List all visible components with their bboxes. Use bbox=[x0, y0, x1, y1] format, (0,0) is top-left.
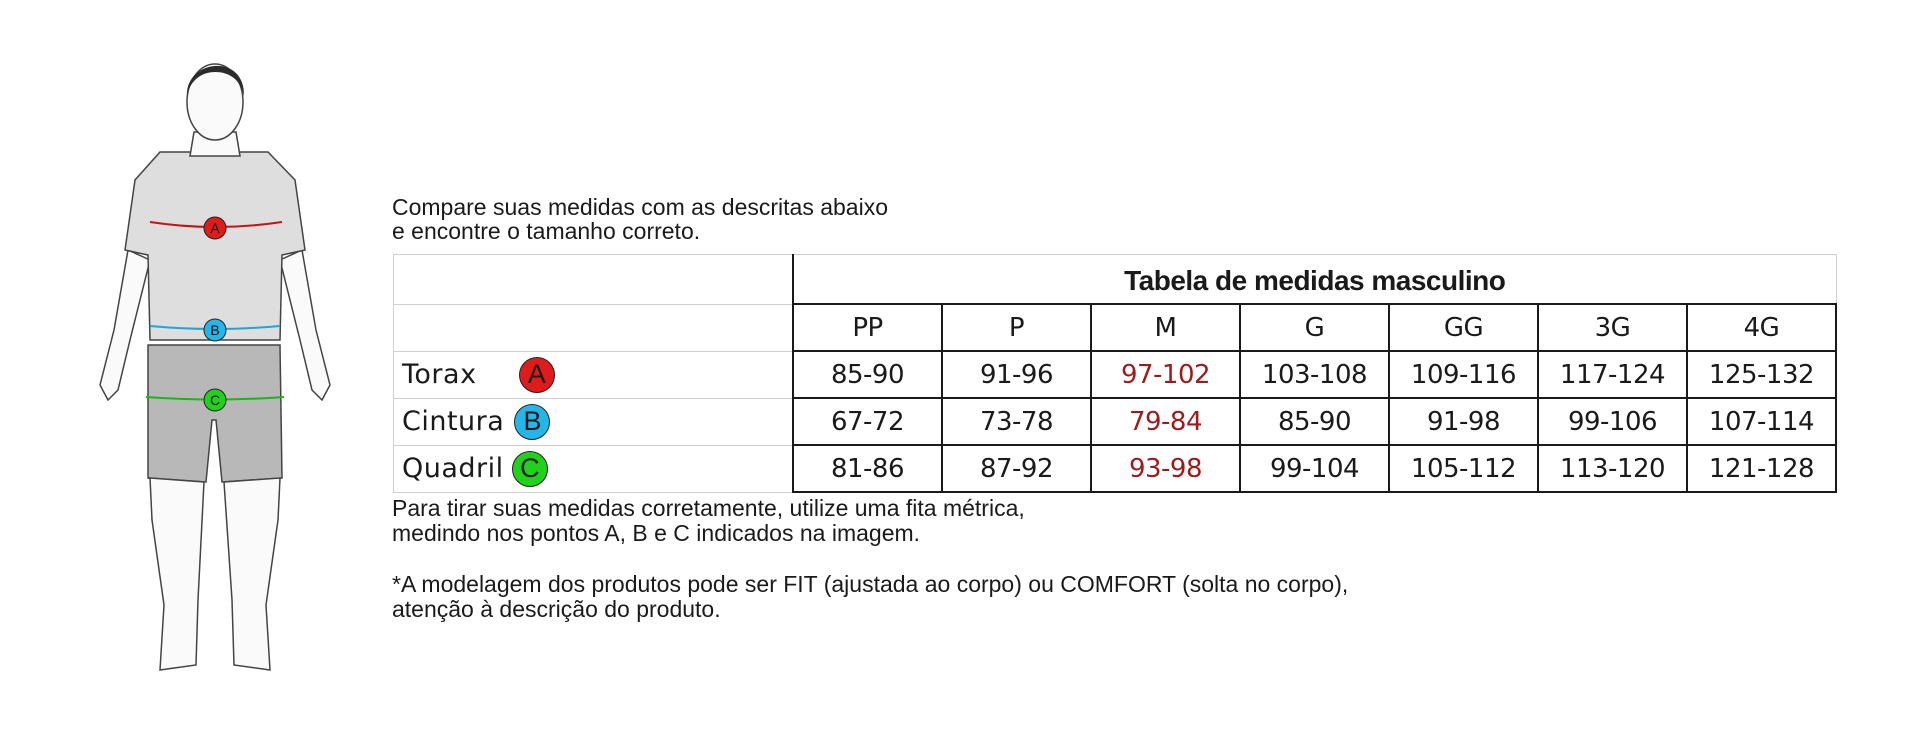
row-label-quadril bbox=[394, 445, 794, 492]
cell-cintura-m: 79-84 bbox=[1091, 398, 1240, 445]
left-leg bbox=[150, 478, 204, 670]
row-label-cintura bbox=[394, 398, 794, 445]
right-leg bbox=[224, 478, 280, 670]
point-a-label: A bbox=[210, 220, 220, 236]
measure-name-quadril: Quadril bbox=[402, 453, 504, 484]
cell-quadril-m: 93-98 bbox=[1091, 445, 1240, 492]
cell-quadril-g: 99-104 bbox=[1240, 445, 1389, 492]
size-header-3g: 3G bbox=[1538, 304, 1687, 351]
measure-name-cintura: Cintura bbox=[402, 406, 505, 437]
empty-corner-cell bbox=[394, 255, 794, 305]
intro-text bbox=[392, 195, 888, 243]
table-title: Tabela de medidas masculino bbox=[793, 255, 1836, 305]
cell-quadril-3g: 113-120 bbox=[1538, 445, 1687, 492]
size-header-row bbox=[394, 304, 1837, 351]
cell-torax-pp: 85-90 bbox=[793, 351, 942, 398]
cell-quadril-gg: 105-112 bbox=[1389, 445, 1538, 492]
left-arm bbox=[100, 250, 150, 400]
intro-line-2: e encontre o tamanho correto. bbox=[392, 218, 701, 244]
cell-quadril-4g: 121-128 bbox=[1687, 445, 1836, 492]
fit-note-line-2: atenção à descrição do produto. bbox=[392, 596, 721, 622]
how-to-line-2: medindo nos pontos A, B e C indicados na imagem. bbox=[392, 520, 921, 546]
cell-cintura-g: 85-90 bbox=[1240, 398, 1389, 445]
fit-note bbox=[392, 572, 1348, 622]
row-label-torax bbox=[394, 351, 794, 398]
badge-a-icon: A bbox=[519, 357, 555, 393]
cell-torax-g: 103-108 bbox=[1240, 351, 1389, 398]
cell-torax-4g: 125-132 bbox=[1687, 351, 1836, 398]
cell-cintura-3g: 99-106 bbox=[1538, 398, 1687, 445]
cell-torax-m: 97-102 bbox=[1091, 351, 1240, 398]
table-row bbox=[394, 445, 1837, 492]
size-table bbox=[393, 254, 1837, 493]
how-to-measure-note bbox=[392, 496, 1025, 546]
cell-torax-gg: 109-116 bbox=[1389, 351, 1538, 398]
right-arm bbox=[280, 250, 330, 400]
cell-quadril-pp: 81-86 bbox=[793, 445, 942, 492]
point-c-label: C bbox=[209, 392, 221, 408]
size-header-pp: PP bbox=[793, 304, 942, 351]
cell-quadril-p: 87-92 bbox=[942, 445, 1091, 492]
intro-line-1: Compare suas medidas com as descritas abaixo bbox=[392, 194, 889, 220]
table-row bbox=[394, 351, 1837, 398]
cell-cintura-p: 73-78 bbox=[942, 398, 1091, 445]
cell-cintura-4g: 107-114 bbox=[1687, 398, 1836, 445]
shirt-shape bbox=[125, 152, 305, 340]
measure-name-torax: Torax bbox=[402, 359, 477, 390]
size-header-p: P bbox=[942, 304, 1091, 351]
how-to-line-1: Para tirar suas medidas corretamente, utilize uma fita métrica, bbox=[392, 495, 1025, 521]
point-b-label: B bbox=[210, 322, 220, 338]
badge-c-icon: C bbox=[512, 451, 548, 487]
shorts-shape bbox=[148, 345, 282, 482]
cell-cintura-gg: 91-98 bbox=[1389, 398, 1538, 445]
cell-torax-p: 91-96 bbox=[942, 351, 1091, 398]
fit-note-line-1: *A modelagem dos produtos pode ser FIT (ajustada ao corpo) ou COMFORT (solta no corpo), bbox=[392, 571, 1349, 597]
table-row bbox=[394, 398, 1837, 445]
size-header-4g: 4G bbox=[1687, 304, 1836, 351]
size-header-m: M bbox=[1091, 304, 1240, 351]
table-title-row bbox=[394, 255, 1837, 305]
cell-cintura-pp: 67-72 bbox=[793, 398, 942, 445]
size-header-gg: GG bbox=[1389, 304, 1538, 351]
body-measurement-figure bbox=[90, 40, 350, 700]
size-header-g: G bbox=[1240, 304, 1389, 351]
empty-header-cell bbox=[394, 304, 794, 351]
badge-b-icon: B bbox=[514, 404, 550, 440]
cell-torax-3g: 117-124 bbox=[1538, 351, 1687, 398]
